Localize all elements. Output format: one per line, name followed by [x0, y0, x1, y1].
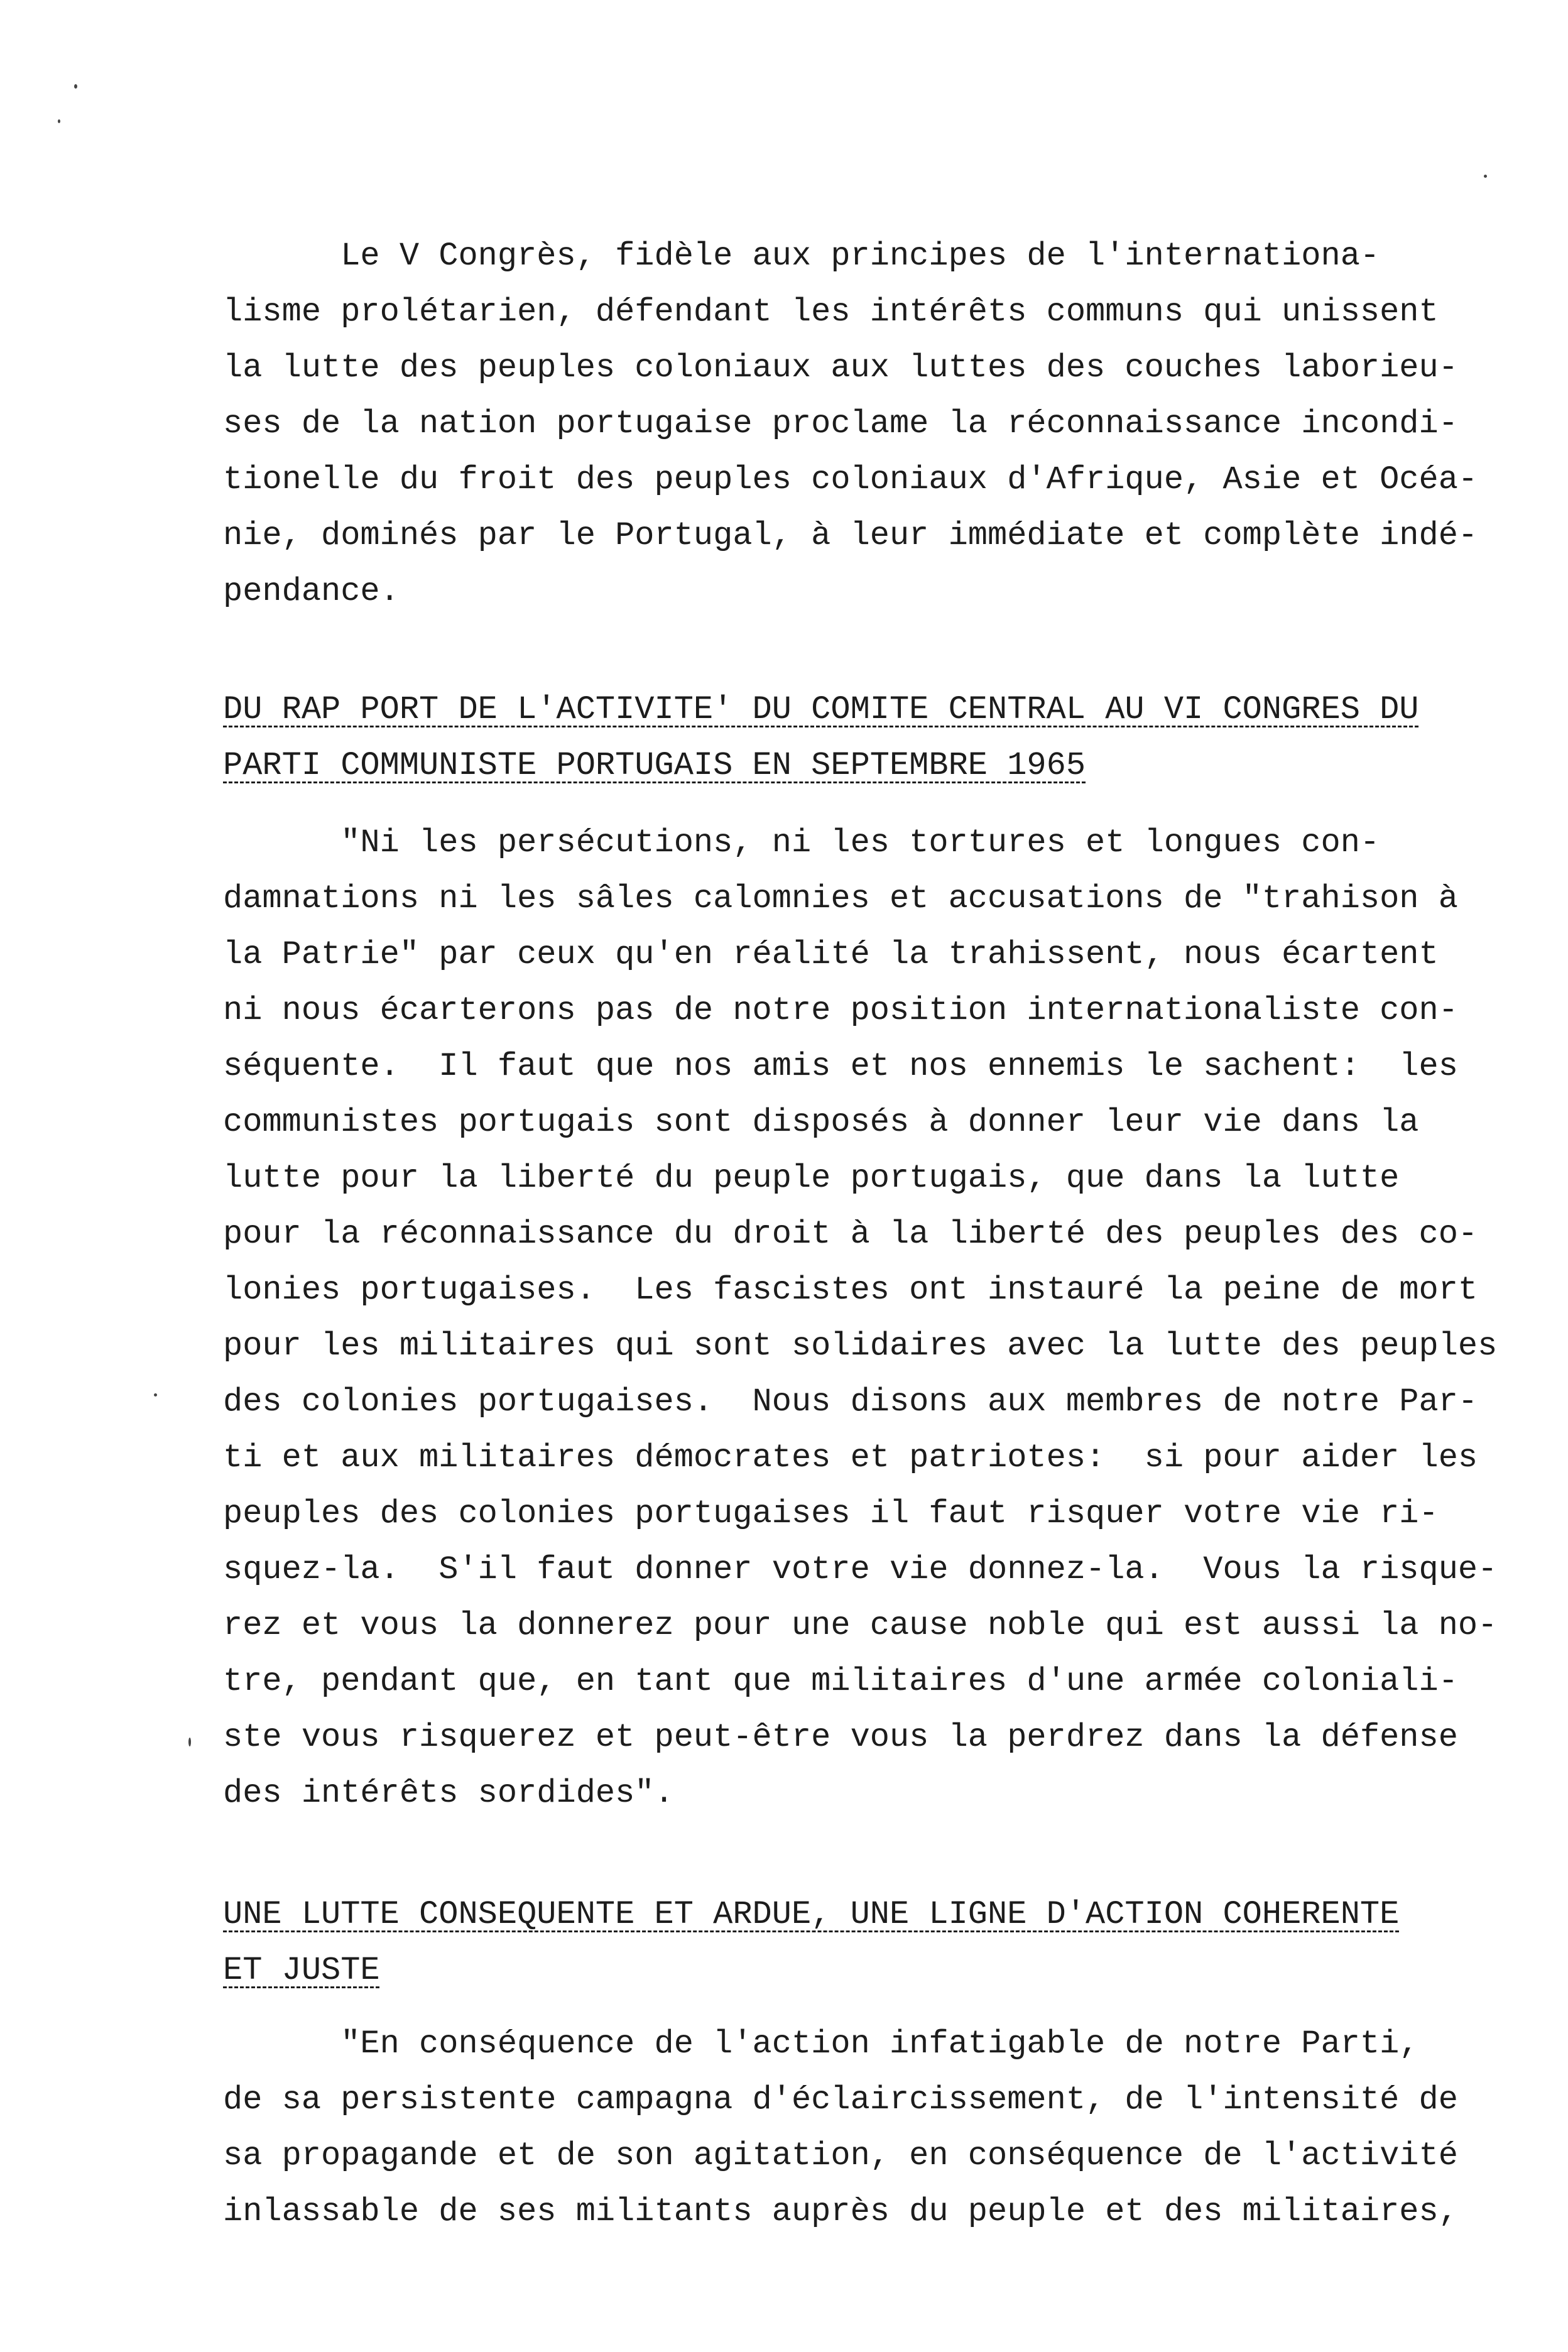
paragraph-congress-proclamation [223, 228, 1511, 619]
scan-speck [58, 119, 60, 123]
scan-speck [1484, 175, 1487, 178]
text-line: "Ni les persécutions, ni les tortures et longues con- [223, 824, 1380, 861]
section-heading-rapport [223, 682, 1511, 793]
text-line: rez et vous la donnerez pour une cause noble qui est aussi la no- [223, 1607, 1498, 1644]
text-line: communistes portugais sont disposés à donner leur vie dans la [223, 1104, 1419, 1141]
text-line: de sa persistente campagna d'éclaircissement, de l'intensité de [223, 2081, 1458, 2118]
heading-line: DU RAP PORT DE L'ACTIVITE' DU COMITE CENTRAL AU VI CONGRES DU [223, 691, 1419, 728]
text-line: damnations ni les sâles calomnies et accusations de "trahison à [223, 880, 1458, 917]
text-line: squez-la. S'il faut donner votre vie donnez-la. Vous la risque- [223, 1551, 1498, 1588]
paragraph-rapport-quote [223, 815, 1511, 1821]
text-line: ni nous écarterons pas de notre position internationaliste con- [223, 992, 1458, 1029]
scan-speck [188, 1738, 191, 1746]
text-line: Le V Congrès, fidèle aux principes de l'internationa- [223, 237, 1380, 275]
scan-speck [74, 84, 77, 89]
text-line: tionelle du froit des peuples coloniaux d'Afrique, Asie et Océa- [223, 461, 1478, 498]
text-line: des colonies portugaises. Nous disons aux membres de notre Par- [223, 1383, 1478, 1420]
text-line: pour la réconnaissance du droit à la liberté des peuples des co- [223, 1216, 1478, 1253]
text-line: "En conséquence de l'action infatigable de notre Parti, [223, 2025, 1419, 2062]
text-line: tre, pendant que, en tant que militaires d'une armée coloniali- [223, 1663, 1458, 1700]
text-line: séquente. Il faut que nos amis et nos ennemis le sachent: les [223, 1048, 1458, 1085]
scan-speck [154, 1393, 157, 1396]
text-line: sa propagande et de son agitation, en conséquence de l'activité [223, 2137, 1458, 2174]
section-heading-lutte [223, 1886, 1511, 1998]
text-line: lutte pour la liberté du peuple portugais, que dans la lutte [223, 1160, 1400, 1197]
text-line: des intérêts sordides". [223, 1775, 674, 1812]
text-line: inlassable de ses militants auprès du peuple et des militaires, [223, 2193, 1458, 2230]
text-line: ti et aux militaires démocrates et patriotes: si pour aider les [223, 1439, 1478, 1476]
text-line: lonies portugaises. Les fascistes ont instauré la peine de mort [223, 1271, 1478, 1309]
text-line: peuples des colonies portugaises il faut risquer votre vie ri- [223, 1495, 1439, 1532]
text-line: la Patrie" par ceux qu'en réalité la trahissent, nous écartent [223, 936, 1439, 973]
text-line: nie, dominés par le Portugal, à leur immédiate et complète indé- [223, 517, 1478, 554]
text-line: la lutte des peuples coloniaux aux luttes des couches laborieu- [223, 349, 1458, 386]
text-line: ses de la nation portugaise proclame la réconnaissance incondi- [223, 405, 1458, 442]
heading-line: UNE LUTTE CONSEQUENTE ET ARDUE, UNE LIGNE D'ACTION COHERENTE [223, 1896, 1400, 1933]
text-line: lisme prolétarien, défendant les intérêts communs qui unissent [223, 293, 1439, 330]
heading-line: ET JUSTE [223, 1952, 380, 1989]
text-line: pendance. [223, 573, 400, 610]
heading-line: PARTI COMMUNISTE PORTUGAIS EN SEPTEMBRE 1965 [223, 747, 1086, 784]
text-line: pour les militaires qui sont solidaires avec la lutte des peuples [223, 1327, 1498, 1364]
text-line: ste vous risquerez et peut-être vous la perdrez dans la défense [223, 1719, 1458, 1756]
paragraph-lutte-quote [223, 2016, 1511, 2240]
